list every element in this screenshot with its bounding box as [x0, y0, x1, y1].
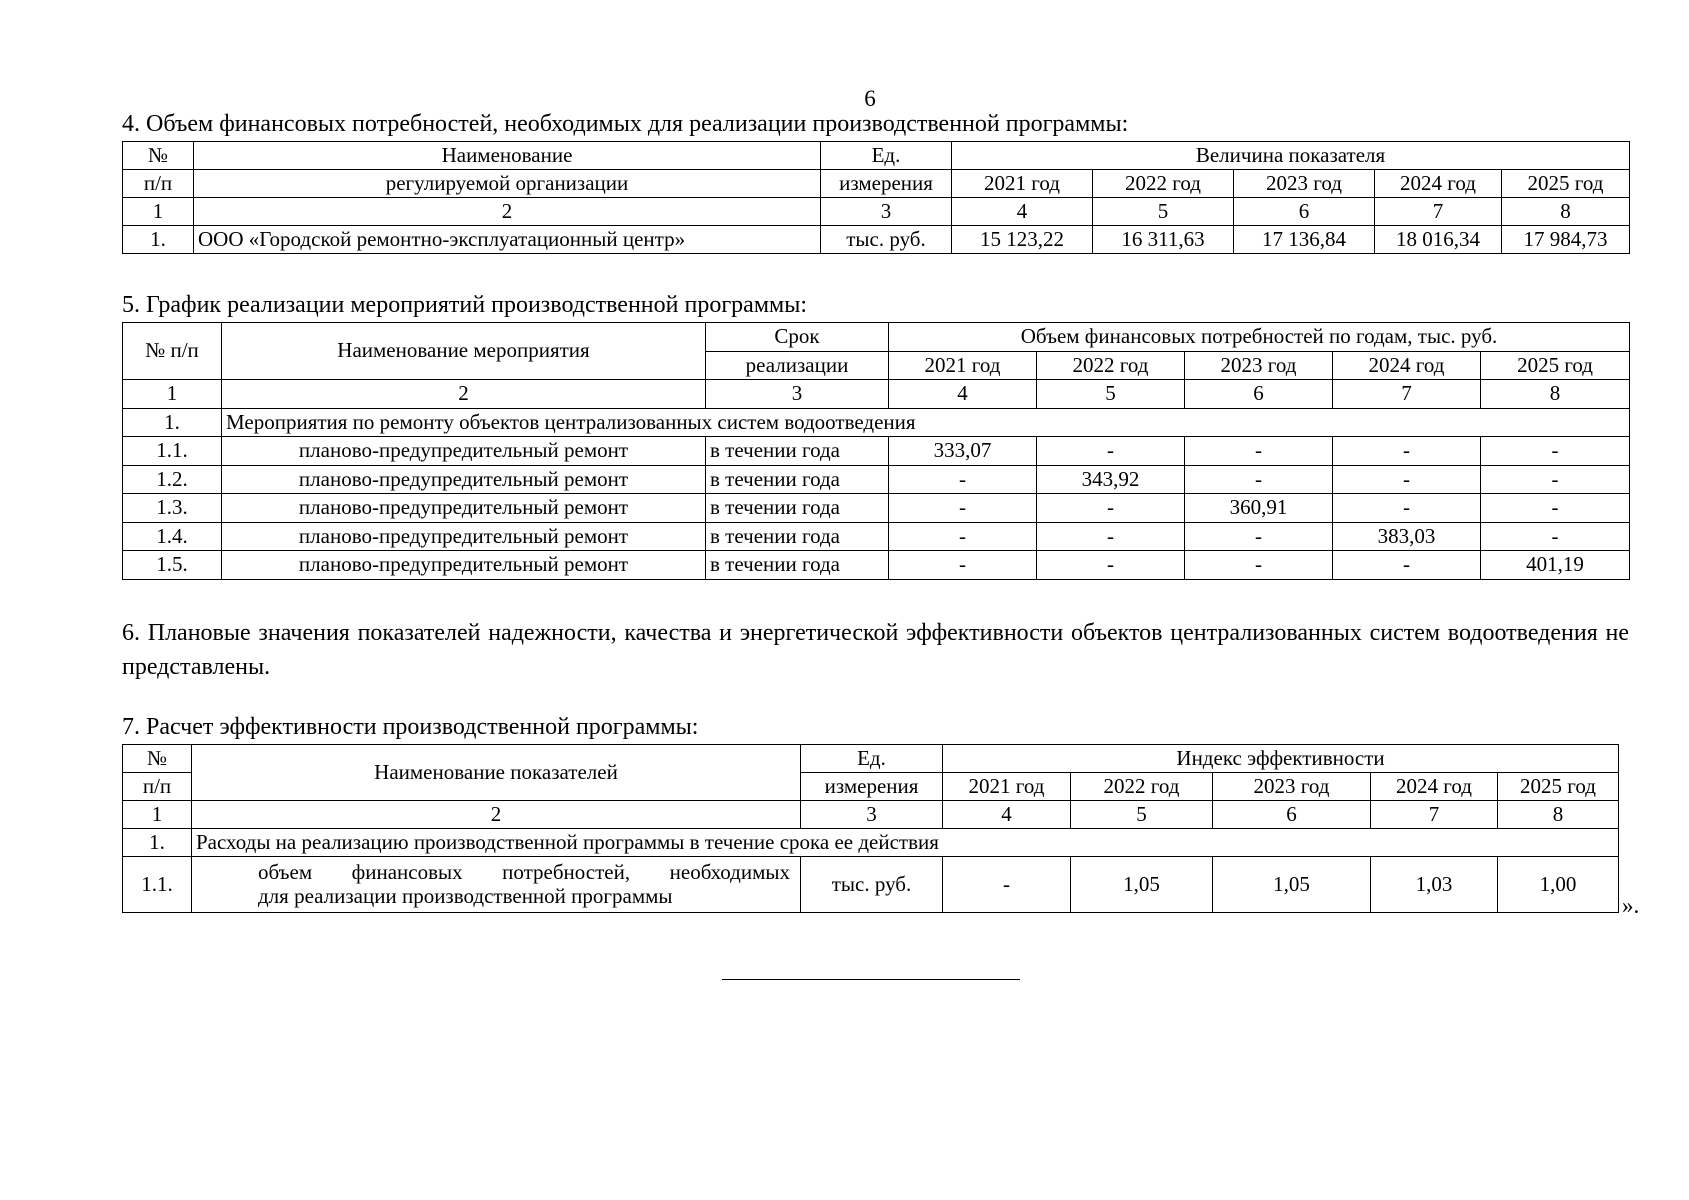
col-number: 4	[952, 198, 1093, 226]
table-row	[123, 494, 1630, 523]
value-2023: 360,91	[1185, 494, 1333, 523]
group-row	[123, 408, 1630, 437]
page-number: 6	[864, 86, 876, 111]
indicator-name-line1: объем финансовых потребностей, необходимых	[258, 860, 790, 885]
term: в течении года	[706, 437, 889, 466]
unit: тыс. руб.	[801, 857, 943, 913]
header-unit: измерения	[801, 773, 943, 801]
value-2025: 401,19	[1481, 551, 1630, 580]
table-row	[123, 857, 1619, 913]
value-2024: 1,03	[1371, 857, 1498, 913]
col-number: 3	[801, 801, 943, 829]
value-2025: 17 984,73	[1502, 226, 1630, 254]
header-year: 2021 год	[943, 773, 1071, 801]
header-row	[123, 745, 1619, 773]
col-number: 4	[943, 801, 1071, 829]
value-2025: -	[1481, 494, 1630, 523]
col-number: 8	[1498, 801, 1619, 829]
term: в течении года	[706, 551, 889, 580]
row-num: 1.2.	[123, 465, 222, 494]
header-unit: Ед.	[821, 142, 952, 170]
col-number: 2	[222, 380, 706, 409]
value-2025: -	[1481, 522, 1630, 551]
closing-quote: ».	[1622, 893, 1640, 918]
header-row	[123, 142, 1630, 170]
value-2024: -	[1333, 465, 1481, 494]
col-number: 2	[192, 801, 801, 829]
col-number: 3	[706, 380, 889, 409]
value-2024: 18 016,34	[1375, 226, 1502, 254]
value-2023: 1,05	[1213, 857, 1371, 913]
column-number-row	[123, 198, 1630, 226]
header-row	[123, 323, 1630, 352]
col-number: 6	[1185, 380, 1333, 409]
col-number: 8	[1481, 380, 1630, 409]
value-2024: -	[1333, 494, 1481, 523]
header-year: 2025 год	[1481, 351, 1630, 380]
header-term: реализации	[706, 351, 889, 380]
term: в течении года	[706, 465, 889, 494]
header-unit: Ед.	[801, 745, 943, 773]
header-year: 2022 год	[1071, 773, 1213, 801]
activity-name: планово-предупредительный ремонт	[222, 522, 706, 551]
column-number-row	[123, 380, 1630, 409]
value-2022: 343,92	[1037, 465, 1185, 494]
value-2024: -	[1333, 551, 1481, 580]
section4-title: 4. Объем финансовых потребностей, необходимых для реализации производственной программы:	[122, 111, 1129, 137]
value-2022: -	[1037, 494, 1185, 523]
header-year: 2023 год	[1234, 170, 1375, 198]
activity-name: планово-предупредительный ремонт	[222, 494, 706, 523]
header-num: №	[123, 745, 192, 773]
table-row	[123, 522, 1630, 551]
row-num: 1.5.	[123, 551, 222, 580]
col-number: 3	[821, 198, 952, 226]
value-2021: -	[889, 494, 1037, 523]
value-2021: -	[889, 522, 1037, 551]
header-year: 2023 год	[1185, 351, 1333, 380]
col-number: 5	[1093, 198, 1234, 226]
section6-paragraph: 6. Плановые значения показателей надежности, качества и энергетической эффективности объектов централизованных систем водоотведения не представлены.	[122, 620, 1629, 680]
value-2022: 16 311,63	[1093, 226, 1234, 254]
value-2023: -	[1185, 437, 1333, 466]
term: в течении года	[706, 494, 889, 523]
header-name: Наименование мероприятия	[222, 323, 706, 380]
value-2022: -	[1037, 437, 1185, 466]
financial-needs-table	[122, 141, 1630, 254]
header-group: Объем финансовых потребностей по годам, тыс. руб.	[889, 323, 1630, 352]
value-2023: -	[1185, 551, 1333, 580]
col-number: 7	[1371, 801, 1498, 829]
activity-name: планово-предупредительный ремонт	[222, 551, 706, 580]
header-group: Величина показателя	[952, 142, 1630, 170]
group-num: 1.	[123, 408, 222, 437]
term: в течении года	[706, 522, 889, 551]
header-num: № п/п	[123, 323, 222, 380]
column-number-row	[123, 801, 1619, 829]
header-year: 2021 год	[952, 170, 1093, 198]
value-2024: -	[1333, 437, 1481, 466]
col-number: 1	[123, 801, 192, 829]
value-2022: 1,05	[1071, 857, 1213, 913]
header-term: Срок	[706, 323, 889, 352]
header-year: 2024 год	[1375, 170, 1502, 198]
end-rule	[722, 979, 1020, 980]
header-year: 2021 год	[889, 351, 1037, 380]
col-number: 6	[1234, 198, 1375, 226]
value-2021: 333,07	[889, 437, 1037, 466]
col-number: 7	[1333, 380, 1481, 409]
value-2023: -	[1185, 522, 1333, 551]
value-2022: -	[1037, 551, 1185, 580]
value-2023: 17 136,84	[1234, 226, 1375, 254]
value-2021: -	[889, 551, 1037, 580]
section7-title: 7. Расчет эффективности производственной программы:	[122, 714, 699, 740]
unit: тыс. руб.	[821, 226, 952, 254]
row-num: 1.4.	[123, 522, 222, 551]
header-num: №	[123, 142, 194, 170]
col-number: 5	[1037, 380, 1185, 409]
section5-title: 5. График реализации мероприятий производственной программы:	[122, 292, 807, 318]
header-group: Индекс эффективности	[943, 745, 1619, 773]
header-year: 2022 год	[1037, 351, 1185, 380]
indicator-name	[192, 857, 801, 913]
value-2025: 1,00	[1498, 857, 1619, 913]
header-year: 2024 год	[1371, 773, 1498, 801]
col-number: 7	[1375, 198, 1502, 226]
table-row	[123, 437, 1630, 466]
row-num: 1.1.	[123, 437, 222, 466]
col-number: 5	[1071, 801, 1213, 829]
header-row	[123, 170, 1630, 198]
value-2022: -	[1037, 522, 1185, 551]
col-number: 2	[194, 198, 821, 226]
header-year: 2025 год	[1498, 773, 1619, 801]
table-row	[123, 465, 1630, 494]
group-row	[123, 829, 1619, 857]
header-num: п/п	[123, 170, 194, 198]
value-2023: -	[1185, 465, 1333, 494]
col-number: 1	[123, 198, 194, 226]
header-num: п/п	[123, 773, 192, 801]
row-num: 1.	[123, 226, 194, 254]
header-year: 2023 год	[1213, 773, 1371, 801]
indicator-name-line2: для реализации производственной программы	[258, 883, 673, 908]
header-year: 2025 год	[1502, 170, 1630, 198]
value-2021: 15 123,22	[952, 226, 1093, 254]
table-row	[123, 226, 1630, 254]
group-text: Мероприятия по ремонту объектов централизованных систем водоотведения	[222, 408, 1630, 437]
col-number: 4	[889, 380, 1037, 409]
table-row	[123, 551, 1630, 580]
value-2025: -	[1481, 437, 1630, 466]
header-name: регулируемой организации	[194, 170, 821, 198]
efficiency-table	[122, 744, 1619, 913]
header-name: Наименование показателей	[192, 745, 801, 801]
header-year: 2024 год	[1333, 351, 1481, 380]
activity-name: планово-предупредительный ремонт	[222, 437, 706, 466]
header-unit: измерения	[821, 170, 952, 198]
col-number: 1	[123, 380, 222, 409]
row-num: 1.1.	[123, 857, 192, 913]
activity-name: планово-предупредительный ремонт	[222, 465, 706, 494]
header-name: Наименование	[194, 142, 821, 170]
group-num: 1.	[123, 829, 192, 857]
group-text: Расходы на реализацию производственной программы в течение срока ее действия	[192, 829, 1619, 857]
value-2025: -	[1481, 465, 1630, 494]
org-name: ООО «Городской ремонтно-эксплуатационный центр»	[194, 226, 821, 254]
schedule-table	[122, 322, 1630, 580]
value-2021: -	[889, 465, 1037, 494]
col-number: 6	[1213, 801, 1371, 829]
row-num: 1.3.	[123, 494, 222, 523]
col-number: 8	[1502, 198, 1630, 226]
value-2024: 383,03	[1333, 522, 1481, 551]
value-2021: -	[943, 857, 1071, 913]
header-year: 2022 год	[1093, 170, 1234, 198]
